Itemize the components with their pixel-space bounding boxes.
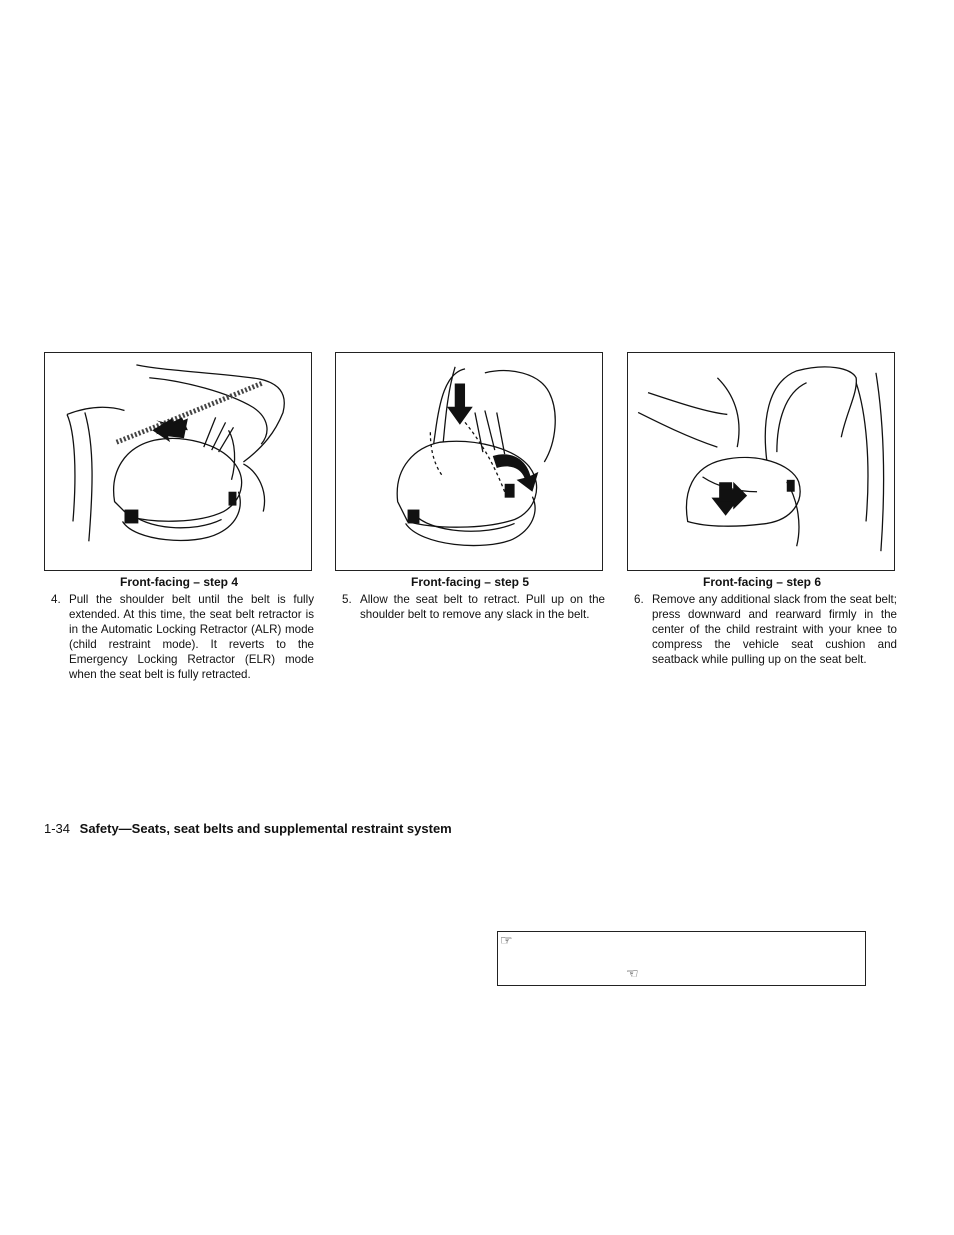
step-4-instruction (44, 593, 314, 682)
page-footer (44, 821, 452, 836)
figure-caption: Front-facing – step 6 (702, 575, 821, 589)
step-text: Pull the shoulder belt until the belt is fully extended. At this time, the seat belt retractor is in the Automatic Locking Retractor (ALR) mode (child restraint mode). It reverts to the Emergency Locking Retractor (ELR) mode when the seat belt is fully retracted. (69, 593, 314, 681)
figure-step-4 (44, 352, 312, 571)
step-number: 4. (51, 593, 61, 606)
step-text: Remove any additional slack from the seat belt; press downward and rearward firmly in the center of the child restraint with your knee to compress the vehicle seat cushion and seatback while pulling up on the seat belt. (652, 593, 897, 666)
note-box (497, 931, 866, 986)
step-5-instruction (335, 593, 605, 623)
figure-step-5 (335, 352, 603, 571)
front-facing-step-6-illustration (628, 353, 894, 570)
step-text: Allow the seat belt to retract. Pull up on the shoulder belt to remove any slack in the belt. (360, 593, 605, 621)
pointing-hand-left-icon[interactable]: ☜ (626, 965, 639, 981)
figure-step-6 (627, 352, 895, 571)
step-6-instruction (627, 593, 897, 668)
pointing-hand-right-icon[interactable]: ☞ (500, 932, 513, 948)
figure-caption: Front-facing – step 5 (410, 575, 529, 589)
front-facing-step-5-illustration (336, 353, 602, 570)
step-number: 6. (634, 593, 644, 606)
step-number: 5. (342, 593, 352, 606)
front-facing-step-4-illustration (45, 353, 311, 570)
page-number: 1-34 (44, 821, 71, 836)
section-title: Safety—Seats, seat belts and supplemental restraint system (79, 821, 452, 836)
figure-caption: Front-facing – step 4 (119, 575, 238, 589)
